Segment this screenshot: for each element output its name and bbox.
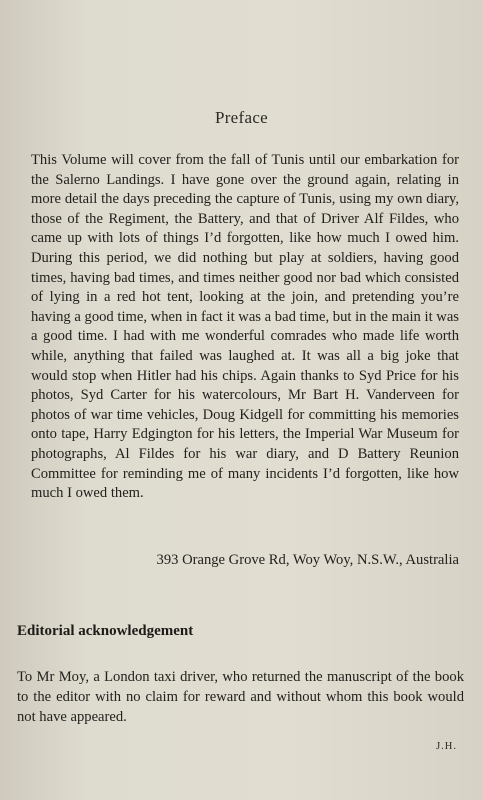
acknowledgement-text: To Mr Moy, a London taxi driver, who returned the manuscript of the book to the editor with no claim for reward and without whom this book would not have appeared. (17, 669, 464, 725)
author-address: 393 Orange Grove Rd, Woy Woy, N.S.W., Australia (156, 552, 459, 568)
page-title: Preface (214, 108, 269, 127)
preface-text: This Volume will cover from the fall of Tunis until our embarkation for the Salerno Landings. I have gone over the ground again, relating in more detail the days preceding the capture of Tunis, using my own diary, those of the Regiment, the Battery, and that of Driver Alf Fildes, who came up with lots of things I’d forgotten, like how much I owed him. During this period, we did nothing but play at soldiers, having good times, having bad times, and times neither good nor bad which consisted of lying in a red hot tent, looking at the join, and pretending you’re having a good time, when in fact it was a bad time, but in the main it was a good time. I had with me wonderful comrades who made life worth while, anything that failed was laughed at. It was all a big joke that would stop when Hitler had his chips. Again thanks to Syd Price for his photos, Syd Carter for his watercolours, Mr Bart H. Vanderveen for photos of war time vehicles, Doug Kidgell for committing his memories onto tape, Harry Edgington for his letters, the Imperial War Museum for photographs, Al Fildes for his war diary, and D Battery Reunion Committee for reminding me of many incidents I’d forgotten, like how much I owed them. (31, 152, 459, 502)
acknowledgement-heading: Editorial acknowledgement (17, 623, 194, 639)
editor-initials: J.H. (436, 741, 457, 752)
